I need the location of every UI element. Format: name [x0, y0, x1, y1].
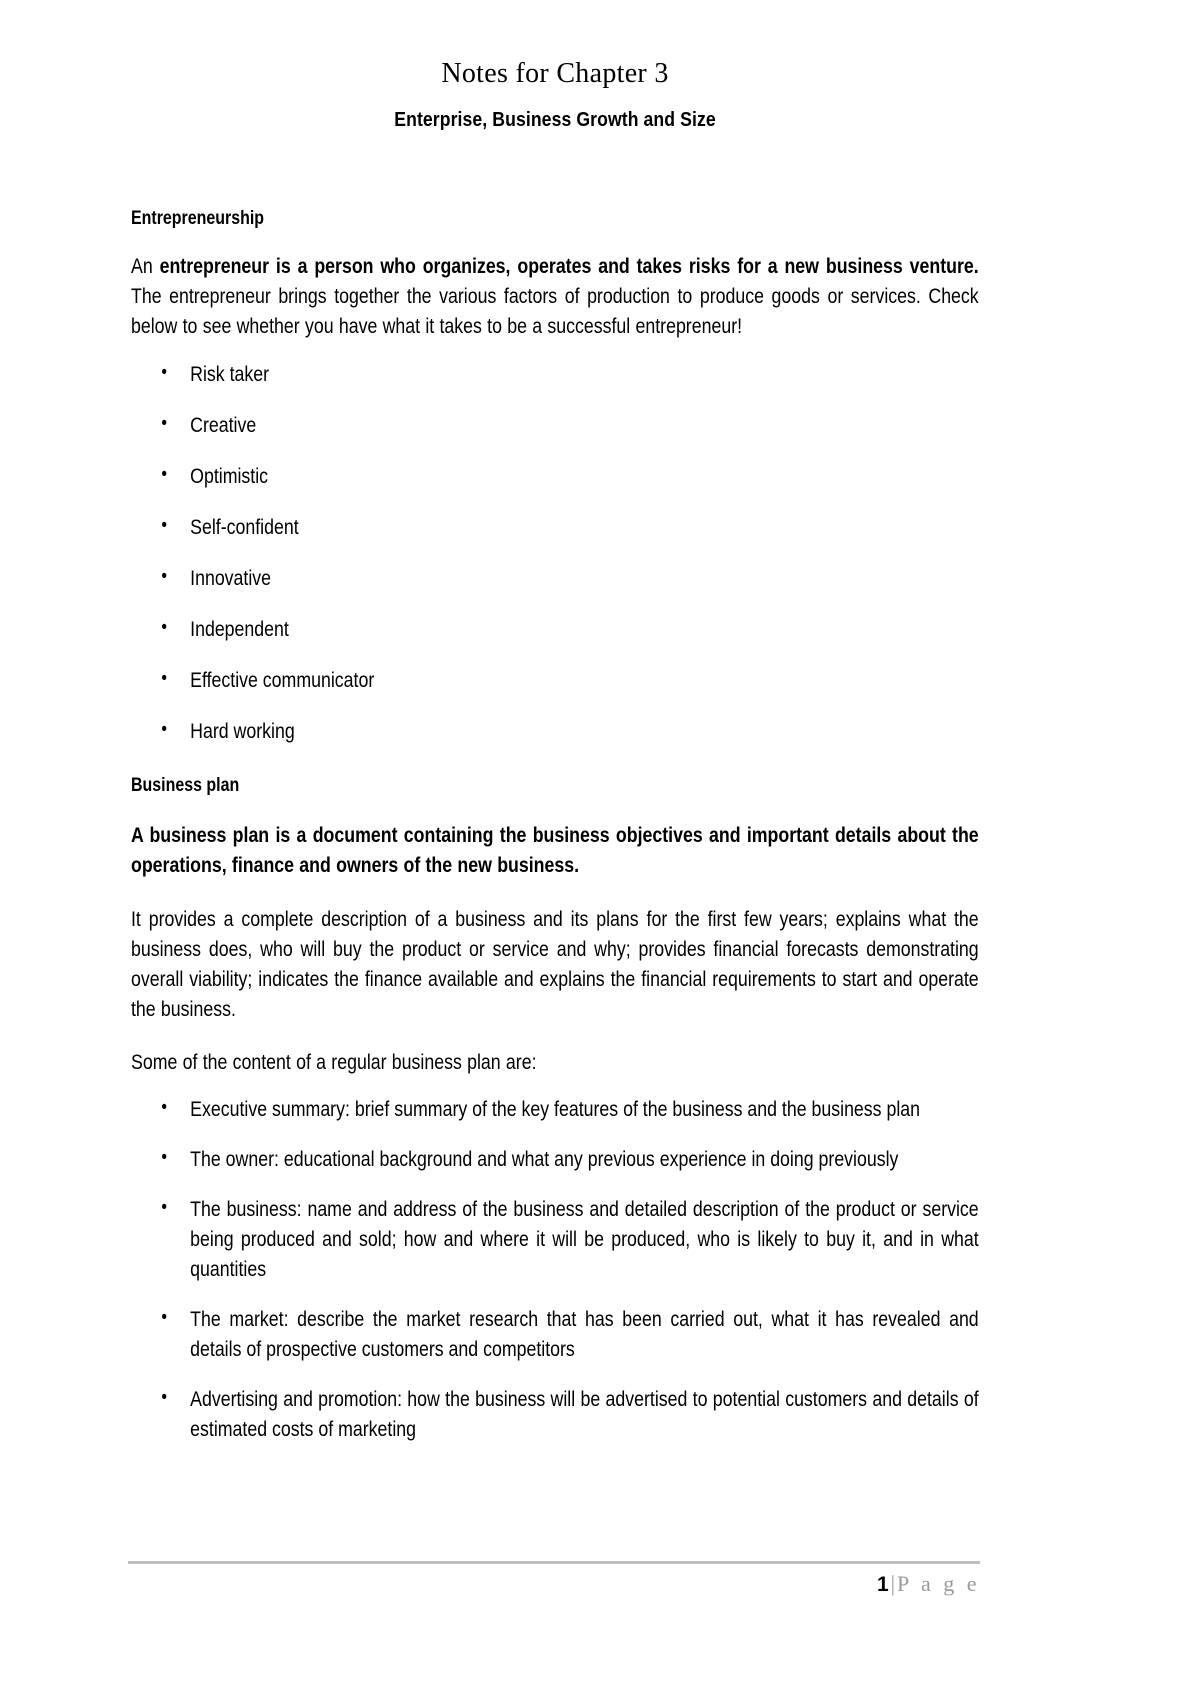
intro-bold-text: entrepreneur is a person who organizes, operates and takes risks for a new business venture.	[159, 254, 979, 278]
list-item: • Executive summary: brief summary of the key features of the business and the business plan	[131, 1095, 979, 1125]
business-plan-content-list	[131, 1095, 979, 1445]
paragraph-entrepreneur-definition	[131, 252, 979, 342]
footer-separator: |	[890, 1571, 896, 1596]
list-item: • Innovative	[131, 564, 979, 594]
intro-lead-text: An	[131, 254, 160, 278]
footer-page-number: 1	[876, 1573, 889, 1596]
heading-business-plan: Business plan	[131, 775, 240, 797]
list-item: • Effective communicator	[131, 666, 979, 696]
footer-page-label: P a g e	[897, 1571, 980, 1596]
page-footer	[128, 1561, 980, 1597]
paragraph-business-plan-description: It provides a complete description of a business and its plans for the first few years; explains what the business does, who will buy the product or service and why; provides financial forecasts demonstrating overall viability; indicates the finance available and explains the financial requirements to start and operate the business.	[131, 907, 979, 1021]
list-item: • The owner: educational background and what any previous experience in doing previously	[131, 1145, 979, 1175]
list-item: • Hard working	[131, 717, 979, 747]
footer-page-indicator	[128, 1564, 980, 1597]
document-subtitle: Enterprise, Business Growth and Size	[394, 108, 716, 132]
list-item: • Risk taker	[131, 360, 979, 390]
list-item: • Independent	[131, 615, 979, 645]
document-title: Notes for Chapter 3	[441, 58, 669, 89]
list-item: • Creative	[131, 411, 979, 441]
list-item: • Self-confident	[131, 513, 979, 543]
list-item: • Advertising and promotion: how the business will be advertised to potential customers and details of estimated costs of marketing	[131, 1385, 979, 1445]
entrepreneur-traits-list	[131, 360, 979, 747]
page-content	[131, 0, 979, 1445]
list-item: • The market: describe the market research that has been carried out, what it has revealed and details of prospective customers and competitors	[131, 1305, 979, 1365]
paragraph-business-plan-definition: A business plan is a document containing the business objectives and important details about the operations, finance and owners of the new business.	[131, 823, 979, 877]
list-item: • Optimistic	[131, 462, 979, 492]
heading-entrepreneurship: Entrepreneurship	[131, 208, 265, 230]
intro-rest-text: The entrepreneur brings together the various factors of production to produce goods or services. Check below to see whether you have what it takes to be a successful entrepreneur!	[131, 284, 979, 338]
list-item: • The business: name and address of the business and detailed description of the product or service being produced and sold; how and where it will be produced, who is likely to buy it, and in what quantities	[131, 1195, 979, 1285]
paragraph-content-intro: Some of the content of a regular business plan are:	[131, 1050, 537, 1074]
